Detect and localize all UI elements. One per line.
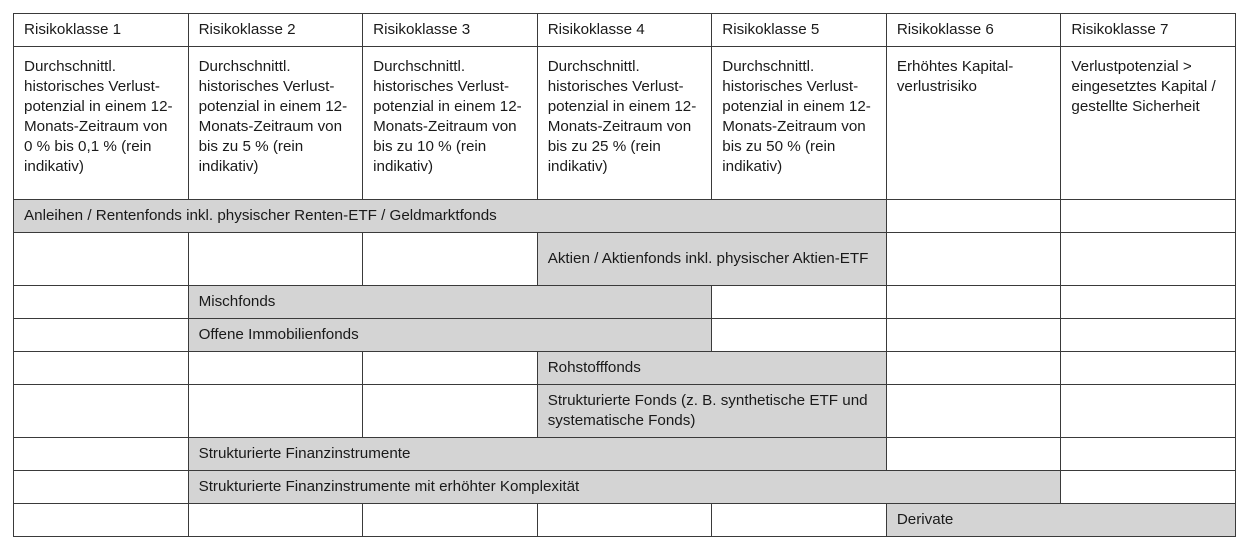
row-anleihen [14, 200, 1236, 233]
product-derivate: Derivate [886, 504, 1235, 537]
empty-cell [188, 504, 363, 537]
header-row [14, 14, 1236, 47]
empty-cell [537, 504, 712, 537]
empty-cell [188, 352, 363, 385]
risk-class-table-container [13, 13, 1236, 537]
empty-cell [1061, 471, 1236, 504]
empty-cell [14, 471, 189, 504]
empty-cell [14, 319, 189, 352]
empty-cell [1061, 286, 1236, 319]
header-risikoklasse-6: Risikoklasse 6 [886, 14, 1061, 47]
row-strukturierte-komplex [14, 471, 1236, 504]
empty-cell [1061, 233, 1236, 286]
description-risikoklasse-6: Erhöhtes Kapital-verlustrisiko [886, 47, 1061, 200]
description-risikoklasse-5: Durchschnittl. historisches Verlust-potenzial in einem 12-Monats-Zeitraum von bis zu 50 % (rein indikativ) [712, 47, 887, 200]
empty-cell [712, 286, 887, 319]
product-aktien: Aktien / Aktienfonds inkl. physischer Aktien-ETF [537, 233, 886, 286]
empty-cell [14, 286, 189, 319]
header-risikoklasse-2: Risikoklasse 2 [188, 14, 363, 47]
description-risikoklasse-3: Durchschnittl. historisches Verlust-potenzial in einem 12-Monats-Zeitraum von bis zu 10 % (rein indikativ) [363, 47, 538, 200]
row-mischfonds [14, 286, 1236, 319]
product-strukturierte-fonds: Strukturierte Fonds (z. B. synthetische ETF und systematische Fonds) [537, 385, 886, 438]
risk-class-table [13, 13, 1236, 537]
product-immobilienfonds: Offene Immobilienfonds [188, 319, 712, 352]
empty-cell [14, 438, 189, 471]
description-risikoklasse-1: Durchschnittl. historisches Verlust-potenzial in einem 12-Monats-Zeitraum von 0 % bis 0,1 % (rein indikativ) [14, 47, 189, 200]
empty-cell [188, 233, 363, 286]
description-risikoklasse-4: Durchschnittl. historisches Verlust-potenzial in einem 12-Monats-Zeitraum von bis zu 25 % (rein indikativ) [537, 47, 712, 200]
empty-cell [363, 385, 538, 438]
product-rohstofffonds: Rohstofffonds [537, 352, 886, 385]
empty-cell [14, 504, 189, 537]
description-row [14, 47, 1236, 200]
row-strukturierte-fonds [14, 385, 1236, 438]
empty-cell [14, 352, 189, 385]
row-derivate [14, 504, 1236, 537]
empty-cell [712, 504, 887, 537]
product-strukturierte-finanzinstrumente: Strukturierte Finanzinstrumente [188, 438, 886, 471]
header-risikoklasse-5: Risikoklasse 5 [712, 14, 887, 47]
empty-cell [886, 438, 1061, 471]
product-strukturierte-komplex: Strukturierte Finanzinstrumente mit erhöhter Komplexität [188, 471, 1061, 504]
empty-cell [886, 200, 1061, 233]
product-anleihen: Anleihen / Rentenfonds inkl. physischer Renten-ETF / Geldmarktfonds [14, 200, 887, 233]
empty-cell [712, 319, 887, 352]
empty-cell [886, 319, 1061, 352]
product-mischfonds: Mischfonds [188, 286, 712, 319]
empty-cell [886, 286, 1061, 319]
empty-cell [1061, 385, 1236, 438]
empty-cell [188, 385, 363, 438]
row-aktien [14, 233, 1236, 286]
description-risikoklasse-7: Verlustpotenzial > eingesetztes Kapital / gestellte Sicherheit [1061, 47, 1236, 200]
header-risikoklasse-4: Risikoklasse 4 [537, 14, 712, 47]
empty-cell [14, 385, 189, 438]
empty-cell [1061, 352, 1236, 385]
empty-cell [1061, 200, 1236, 233]
empty-cell [886, 352, 1061, 385]
empty-cell [363, 233, 538, 286]
empty-cell [1061, 319, 1236, 352]
empty-cell [14, 233, 189, 286]
header-risikoklasse-3: Risikoklasse 3 [363, 14, 538, 47]
row-immobilienfonds [14, 319, 1236, 352]
empty-cell [886, 385, 1061, 438]
row-rohstofffonds [14, 352, 1236, 385]
description-risikoklasse-2: Durchschnittl. historisches Verlust-potenzial in einem 12-Monats-Zeitraum von bis zu 5 % (rein indikativ) [188, 47, 363, 200]
empty-cell [886, 233, 1061, 286]
empty-cell [363, 352, 538, 385]
header-risikoklasse-1: Risikoklasse 1 [14, 14, 189, 47]
empty-cell [363, 504, 538, 537]
header-risikoklasse-7: Risikoklasse 7 [1061, 14, 1236, 47]
row-strukturierte-finanzinstrumente [14, 438, 1236, 471]
empty-cell [1061, 438, 1236, 471]
